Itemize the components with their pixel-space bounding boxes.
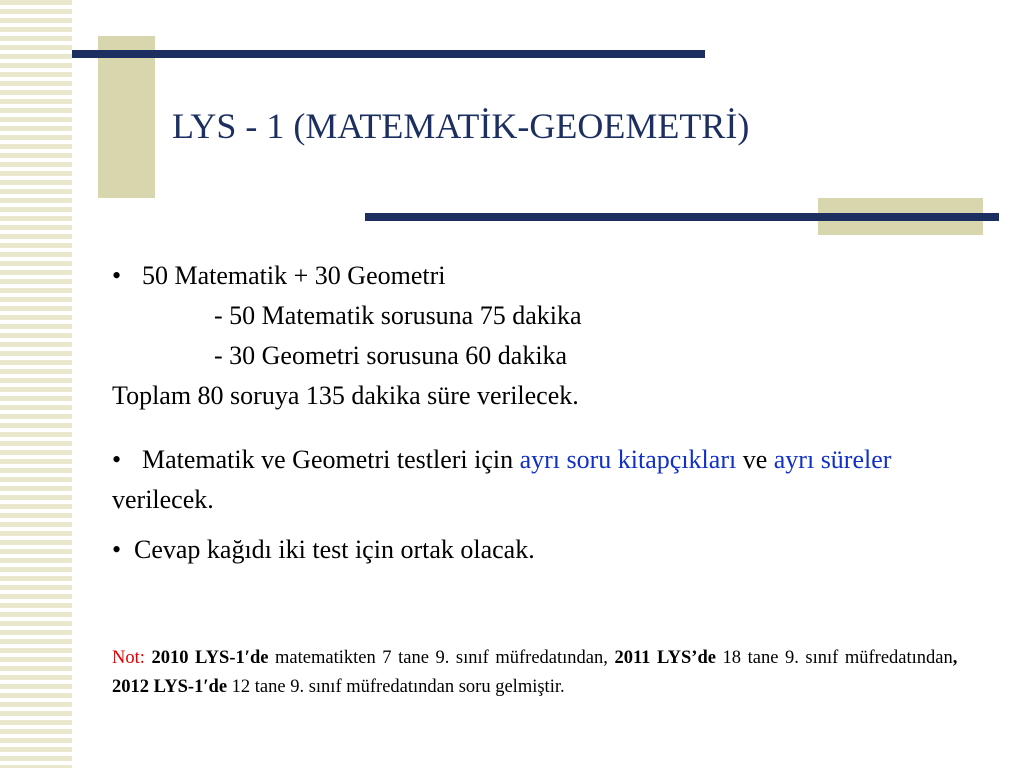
bullet-2 <box>112 440 962 520</box>
note-year-2012: 2012 LYS-1′de <box>112 677 228 697</box>
slide-content <box>112 256 962 570</box>
bullet-marker: • <box>112 261 122 290</box>
bullet-1 <box>112 256 962 296</box>
bullet-marker: • <box>112 535 122 564</box>
accent-line-top <box>72 50 705 58</box>
bullet-1-sub-2: - 30 Geometri sorusuna 60 dakika <box>214 341 568 370</box>
decor-block-top <box>98 36 155 198</box>
bullet-marker: • <box>112 445 122 474</box>
note-text-3: 12 tane 9. sınıf müfredatından soru gelmiştir. <box>227 677 565 697</box>
bullet-1-sub-1: - 50 Matematik sorusuna 75 dakika <box>214 301 582 330</box>
slide-title: LYS - 1 (MATEMATİK-GEOEMETRİ) <box>172 106 750 146</box>
bullet-2-text-1: Matematik ve Geometri testleri için <box>142 445 520 474</box>
spacer <box>112 416 962 440</box>
bullet-1-total: Toplam 80 soruya 135 dakika süre verilecek. <box>112 381 579 410</box>
spacer <box>112 520 962 530</box>
bullet-2-highlight-1: ayrı soru kitapçıkları <box>519 445 737 474</box>
bullet-2-text-2: ve <box>736 445 774 474</box>
note-year-2010: 2010 LYS-1′de <box>151 648 269 668</box>
bullet-2-highlight-2: ayrı süreler <box>773 445 892 474</box>
note-year-2011: 2011 LYS’de <box>614 648 716 668</box>
note-text-1: matematikten 7 tane 9. sınıf müfredatından, <box>268 648 615 668</box>
bullet-3 <box>112 530 962 570</box>
bullet-3-text: Cevap kağıdı iki test için ortak olacak. <box>134 535 535 564</box>
bullet-1-text: 50 Matematik + 30 Geometri <box>142 261 446 290</box>
note-text-2: 18 tane 9. sınıf müfredatından <box>715 648 953 668</box>
note-label: Not: <box>112 648 152 668</box>
note-comma: , <box>952 648 958 668</box>
decorative-stripes <box>0 0 72 768</box>
accent-line-bottom <box>365 213 999 221</box>
bullet-2-text-3: verilecek. <box>112 485 214 514</box>
note-paragraph <box>112 644 962 702</box>
